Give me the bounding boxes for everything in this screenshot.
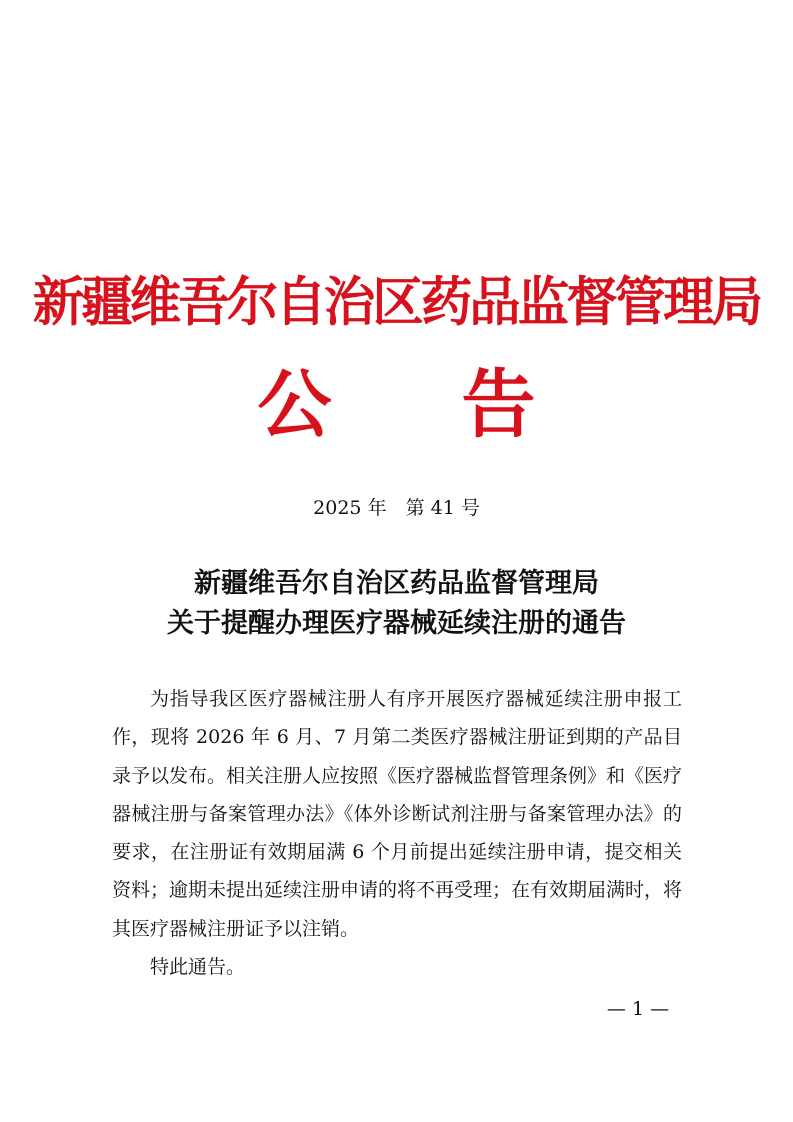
closing-remark: 特此通告。 [150, 956, 246, 978]
masthead-organization: 新疆维吾尔自治区药品监督管理局 [32, 271, 761, 333]
document-title-line1: 新疆维吾尔自治区药品监督管理局 [194, 568, 599, 599]
page-number: — 1 — [606, 998, 670, 1020]
masthead-doc-type-left: 公 [257, 362, 332, 448]
masthead-doc-type [0, 360, 793, 450]
document-title-line2: 关于提醒办理医疗器械延续注册的通告 [167, 608, 626, 639]
document-number: 2025 年 第 41 号 [313, 497, 480, 519]
body-paragraph: 为指导我区医疗器械注册人有序开展医疗器械延续注册申报工作，现将 2026 年 6 月、7 月第二类医疗器械注册证到期的产品目录予以发布。相关注册人应按照《医疗器械监督管理条例》和《医疗器械注册与备案管理办法》《体外诊断试剂注册与备案管理办法》的要求，在注册证有效期届满 6 个月前提出延续注册申请，提交相关资料；逾期未提出延续注册申请的将不再受理；在有效期届满时，将其医疗器械注册证予以注销。 [112, 688, 683, 940]
masthead-doc-type-right: 告 [461, 362, 536, 448]
